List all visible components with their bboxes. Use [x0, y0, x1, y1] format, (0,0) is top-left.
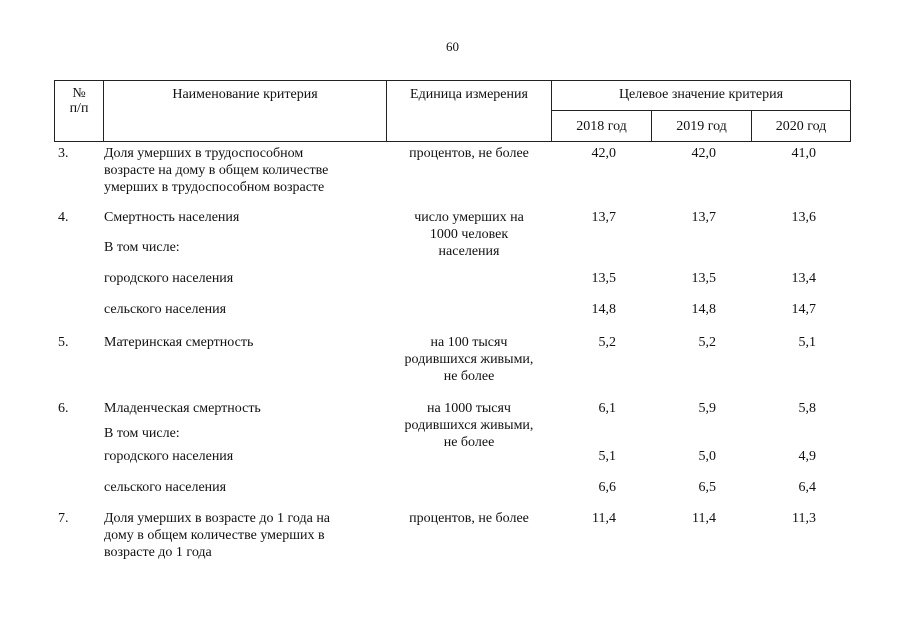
header-year-2020: 2020 год — [775, 119, 827, 134]
criterion-unit: на 100 тысяч родившихся живыми, не более — [404, 335, 534, 384]
criterion-unit: на 1000 тысяч родившихся живыми, не более — [404, 401, 534, 450]
header-year-2019: 2019 год — [676, 119, 727, 134]
target-value-2019: 14,8 — [691, 302, 716, 317]
target-value-2018: 6,1 — [598, 401, 616, 416]
row-number: 6. — [58, 401, 69, 416]
criterion-unit: процентов, не более — [409, 146, 529, 161]
row-number: 5. — [58, 335, 69, 350]
target-value-2019: 13,7 — [691, 210, 716, 225]
target-value-2018: 13,7 — [591, 210, 616, 225]
target-value-2018: 5,2 — [598, 335, 616, 350]
target-value-2019: 5,0 — [698, 449, 716, 464]
header-col-number: № п/п — [69, 86, 89, 116]
criterion-name: Младенческая смертность — [104, 401, 261, 416]
target-value-2018: 6,6 — [598, 480, 616, 495]
header-bottom-border — [54, 141, 851, 142]
target-value-2020: 5,8 — [798, 401, 816, 416]
criterion-unit: процентов, не более — [409, 511, 529, 526]
target-value-2019: 5,9 — [698, 401, 716, 416]
target-value-2019: 42,0 — [691, 146, 716, 161]
criterion-name: В том числе: — [104, 426, 180, 441]
criterion-name: Доля умерших в возрасте до 1 года на дому в общем количестве умерших в возрасте до 1 года — [104, 511, 331, 560]
criterion-unit: число умерших на 1000 человек населения — [414, 210, 524, 259]
page-number: 60 — [446, 39, 459, 54]
target-value-2020: 14,7 — [791, 302, 816, 317]
header-col-unit: Единица измерения — [410, 87, 528, 102]
criterion-name: городского населения — [104, 449, 234, 464]
target-value-2020: 4,9 — [798, 449, 816, 464]
row-number: 7. — [58, 511, 69, 526]
header-col-divider-right — [850, 80, 851, 141]
criterion-name: городского населения — [104, 271, 234, 286]
header-top-border — [54, 80, 851, 81]
target-value-2019: 13,5 — [691, 271, 716, 286]
header-col-name: Наименование критерия — [172, 87, 318, 102]
target-value-2020: 11,3 — [792, 511, 816, 526]
target-value-2020: 6,4 — [798, 480, 816, 495]
row-number: 4. — [58, 210, 69, 225]
target-value-2020: 13,4 — [791, 271, 816, 286]
target-value-2018: 14,8 — [591, 302, 616, 317]
criterion-name: Доля умерших в трудоспособном возрасте на дому в общем количестве умерших в трудоспособном возрасте — [104, 146, 329, 195]
target-value-2019: 5,2 — [698, 335, 716, 350]
criterion-name: сельского населения — [104, 480, 227, 495]
header-year-divider — [551, 110, 851, 111]
header-year-2018: 2018 год — [576, 119, 627, 134]
target-value-2020: 41,0 — [791, 146, 816, 161]
target-value-2018: 11,4 — [592, 511, 616, 526]
target-value-2019: 11,4 — [692, 511, 716, 526]
target-value-2018: 42,0 — [591, 146, 616, 161]
target-value-2018: 5,1 — [598, 449, 616, 464]
header-col-target: Целевое значение критерия — [618, 87, 784, 102]
criterion-name: В том числе: — [104, 240, 180, 255]
criterion-name: Смертность населения — [104, 210, 240, 225]
target-value-2018: 13,5 — [591, 271, 616, 286]
target-value-2020: 5,1 — [798, 335, 816, 350]
criterion-name: сельского населения — [104, 302, 227, 317]
target-value-2020: 13,6 — [791, 210, 816, 225]
criterion-name: Материнская смертность — [104, 335, 254, 350]
row-number: 3. — [58, 146, 69, 161]
target-value-2019: 6,5 — [698, 480, 716, 495]
